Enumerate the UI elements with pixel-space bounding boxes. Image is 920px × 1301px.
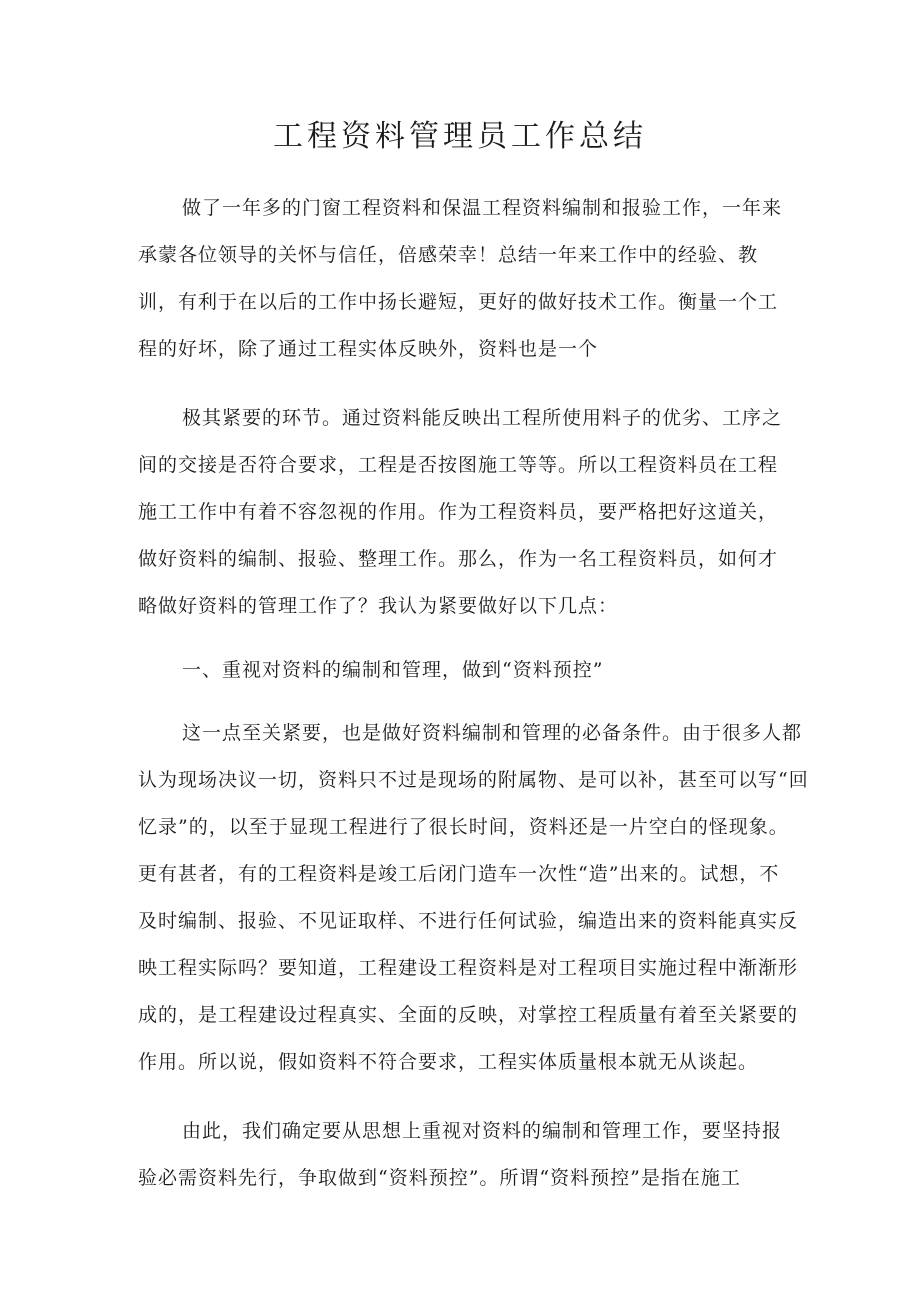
paragraph-line: 作用。所以说，假如资料不符合要求，工程实体质量根本就无从谈起。 (138, 1051, 759, 1073)
paragraph-line: 更有甚者，有的工程资料是竣工后闭门造车一次性“造”出来的。试想，不 (138, 863, 780, 885)
section-heading: 一、重视对资料的编制和管理，做到“资料预控” (182, 659, 604, 681)
paragraph-line: 映工程实际吗？要知道，工程建设工程资料是对工程项目实施过程中渐渐形 (138, 957, 799, 979)
document-title: 工程资料管理员工作总结 (273, 119, 647, 154)
paragraph-line: 极其紧要的环节。通过资料能反映出工程所使用料子的优劣、工序之 (182, 407, 783, 429)
paragraph-line: 做好资料的编制、报验、整理工作。那么，作为一名工程资料员，如何才 (138, 548, 779, 570)
paragraph-line: 施工工作中有着不容忽视的作用。作为工程资料员，要严格把好这道关， (138, 501, 779, 523)
paragraph-line: 训，有利于在以后的工作中扬长避短，更好的做好技术工作。衡量一个工 (138, 291, 779, 313)
paragraph-line: 这一点至关紧要，也是做好资料编制和管理的必备条件。由于很多人都 (182, 722, 803, 744)
paragraph-line: 认为现场决议一切，资料只不过是现场的附属物、是可以补，甚至可以写“回 (138, 769, 809, 791)
paragraph-line: 做了一年多的门窗工程资料和保温工程资料编制和报验工作，一年来 (182, 197, 783, 219)
paragraph-line: 略做好资料的管理工作了？我认为紧要做好以下几点： (138, 595, 619, 617)
paragraph-line: 承蒙各位领导的关怀与信任，倍感荣幸！总结一年来工作中的经验、教 (138, 244, 759, 266)
paragraph-line: 成的，是工程建设过程真实、全面的反映，对掌控工程质量有着至关紧要的 (138, 1004, 799, 1026)
paragraph-line: 及时编制、报验、不见证取样、不进行任何试验，编造出来的资料能真实反 (138, 910, 799, 932)
paragraph-line: 程的好坏，除了通过工程实体反映外，资料也是一个 (138, 338, 599, 360)
paragraph-line: 由此，我们确定要从思想上重视对资料的编制和管理工作，要坚持报 (182, 1120, 783, 1142)
paragraph-line: 忆录”的，以至于显现工程进行了很长时间，资料还是一片空白的怪现象。 (138, 816, 789, 838)
paragraph-line: 验必需资料先行，争取做到“资料预控”。所谓“资料预控”是指在施工 (138, 1167, 741, 1189)
paragraph-line: 间的交接是否符合要求，工程是否按图施工等等。所以工程资料员在工程 (138, 454, 779, 476)
